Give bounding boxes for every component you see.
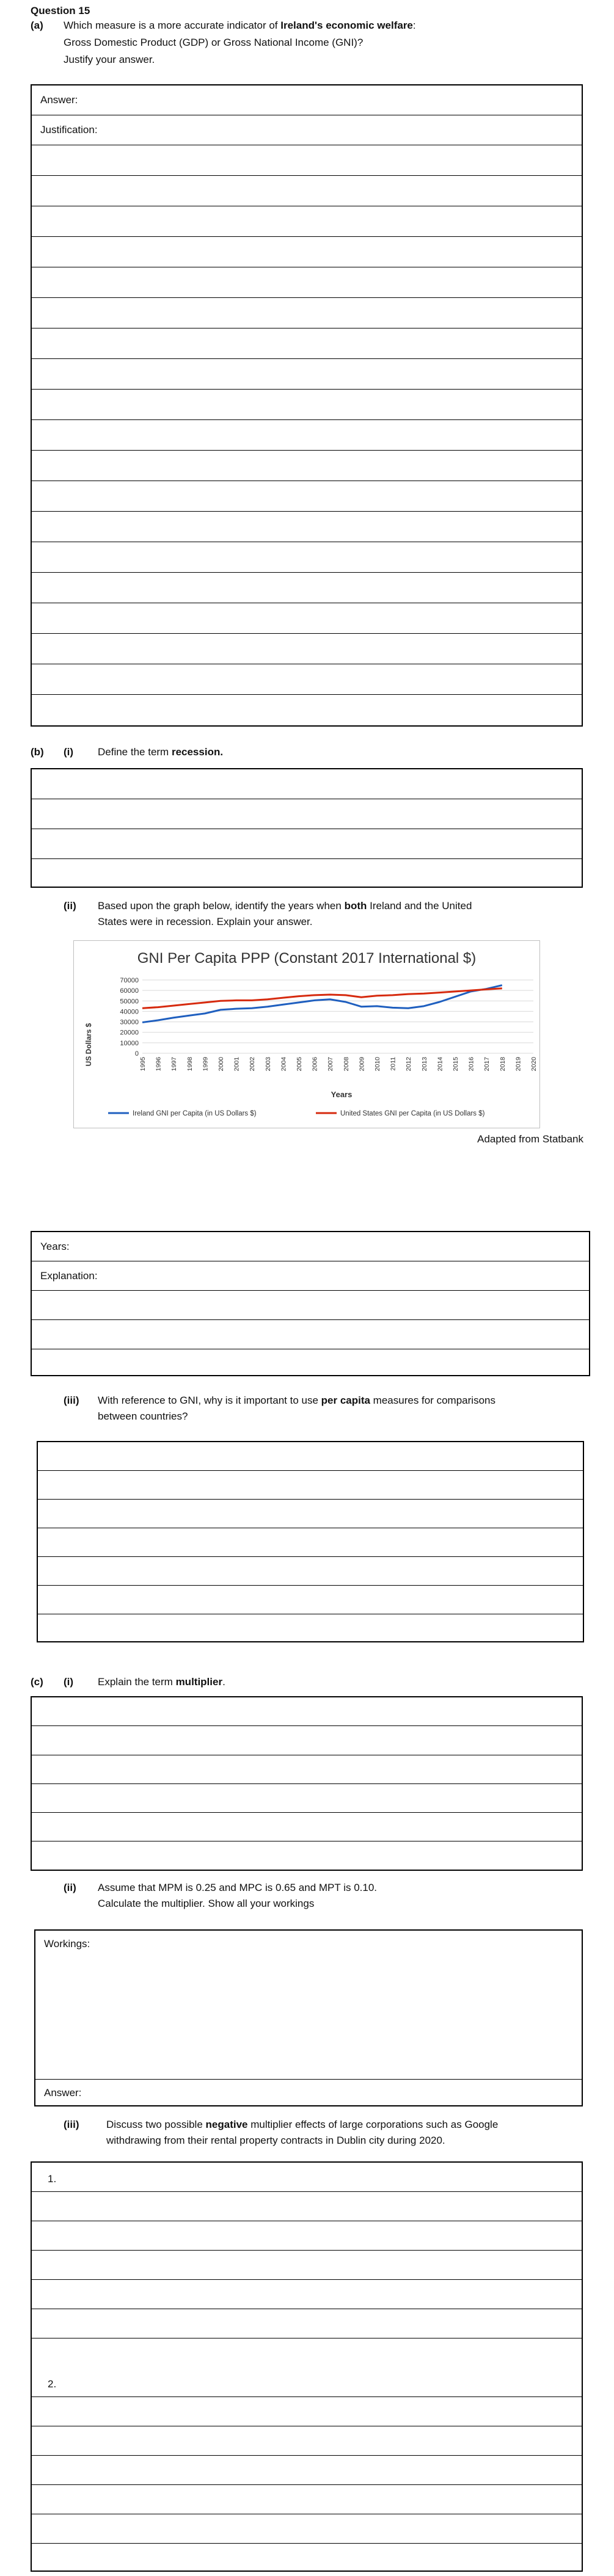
answer-line[interactable] — [32, 1726, 582, 1755]
answer-line[interactable] — [32, 2309, 582, 2338]
answer-line[interactable] — [32, 2280, 582, 2309]
part-b-iii-question-line2: between countries? — [98, 1410, 188, 1422]
part-a-answer-row[interactable] — [32, 85, 582, 115]
chart-x-tick-label: 1996 — [155, 1057, 163, 1072]
chart-x-tick-label: 2015 — [452, 1057, 459, 1072]
chart-x-tick-label: 1999 — [202, 1057, 210, 1072]
answer-line[interactable] — [32, 2192, 582, 2221]
chart-x-tick-label: 1998 — [186, 1057, 194, 1072]
part-b-iii-answer-box[interactable] — [37, 1441, 584, 1642]
answer-line[interactable] — [38, 1471, 583, 1500]
chart-x-tick-label: 2005 — [296, 1057, 303, 1072]
answer-line[interactable] — [32, 298, 582, 328]
answer-label: Answer: — [44, 2087, 82, 2099]
part-b-label: (b) — [31, 746, 44, 758]
answer-line[interactable] — [32, 1349, 589, 1376]
answer-line[interactable] — [32, 512, 582, 542]
chart-y-tick-label: 70000 — [120, 977, 139, 984]
part-c-i-question — [98, 1676, 225, 1688]
chart-x-tick-label: 2007 — [327, 1057, 335, 1072]
part-b-iii-label: (iii) — [64, 1395, 79, 1406]
chart-y-tick-label: 40000 — [120, 1008, 139, 1016]
answer-line[interactable] — [32, 1291, 589, 1320]
answer-line[interactable] — [32, 2544, 582, 2573]
answer-line[interactable] — [32, 799, 582, 829]
answer-line[interactable] — [32, 451, 582, 481]
part-a-question-line3: Justify your answer. — [64, 54, 155, 65]
answer-line[interactable] — [32, 1784, 582, 1813]
item-2-row[interactable] — [32, 2368, 582, 2397]
chart-y-tick-label: 20000 — [120, 1029, 139, 1037]
part-c-iii-answer-box[interactable] — [31, 2161, 583, 2572]
chart-x-tick-label: 2020 — [530, 1057, 538, 1072]
chart-source: Adapted from Statbank — [477, 1133, 583, 1145]
chart-x-tick-label: 2013 — [420, 1057, 428, 1072]
part-a-question-line1 — [64, 20, 416, 32]
chart-x-tick-label: 2018 — [499, 1057, 506, 1072]
part-c-i-pre: Explain the term — [98, 1676, 176, 1688]
answer-line[interactable] — [38, 1442, 583, 1471]
item-2-label: 2. — [48, 2378, 57, 2390]
part-b-ii-bold: both — [344, 900, 367, 912]
answer-line[interactable] — [32, 267, 582, 298]
part-b-i-bold: recession. — [171, 746, 224, 758]
answer-line[interactable] — [32, 1842, 582, 1871]
part-a-answer-box[interactable] — [31, 84, 583, 727]
answer-line[interactable] — [32, 859, 582, 888]
answer-line[interactable] — [32, 237, 582, 267]
part-b-ii-pre: Based upon the graph below, identify the years when — [98, 900, 345, 912]
answer-line[interactable] — [32, 2485, 582, 2514]
chart-x-tick-label: 2000 — [217, 1057, 225, 1072]
chart-x-tick-label: 2002 — [249, 1057, 257, 1072]
answer-line[interactable] — [32, 390, 582, 420]
chart-y-tick-label: 0 — [134, 1050, 139, 1058]
chart-x-tick-label: 2004 — [280, 1057, 288, 1072]
part-c-label: (c) — [31, 1676, 43, 1688]
chart-x-tick-label: 2019 — [514, 1057, 522, 1072]
chart-x-tick-label: 2011 — [389, 1057, 397, 1071]
part-b-i-pre: Define the term — [98, 746, 172, 758]
chart-x-tick-label: 2003 — [264, 1057, 272, 1072]
answer-line[interactable] — [32, 2397, 582, 2426]
part-a-question-line2: Gross Domestic Product (GDP) or Gross National Income (GNI)? — [64, 37, 364, 48]
answer-line[interactable] — [38, 1614, 583, 1643]
part-b-i-answer-box[interactable] — [31, 768, 583, 888]
answer-line[interactable] — [32, 1697, 582, 1726]
part-c-iii-question-line2: withdrawing from their rental property contracts in Dublin city during 2020. — [106, 2135, 445, 2146]
item-1-row[interactable] — [32, 2163, 582, 2192]
answer-line[interactable] — [32, 573, 582, 603]
chart-x-tick-label: 2006 — [311, 1057, 319, 1072]
answer-line[interactable] — [32, 328, 582, 359]
part-c-i-answer-box[interactable] — [31, 1696, 583, 1871]
chart-x-tick-label: 2012 — [405, 1057, 413, 1072]
part-b-i-label: (i) — [64, 746, 74, 758]
part-b-ii-post: Ireland and the United — [367, 900, 472, 912]
answer-line[interactable] — [32, 769, 582, 799]
part-c-iii-label: (iii) — [64, 2119, 79, 2130]
answer-line[interactable] — [32, 145, 582, 176]
part-a-line1-pre: Which measure is a more accurate indicator of — [64, 20, 281, 31]
years-row[interactable] — [32, 1232, 589, 1261]
part-c-ii-question-line2: Calculate the multiplier. Show all your workings — [98, 1898, 315, 1909]
part-a-line1-post: : — [412, 20, 416, 31]
answer-line[interactable] — [32, 2251, 582, 2280]
legend-label: United States GNI per Capita (in US Dollars $) — [340, 1110, 485, 1117]
answer-line[interactable] — [32, 481, 582, 512]
part-b-iii-question-line1 — [98, 1395, 495, 1407]
part-b-ii-question-line2: States were in recession. Explain your answer. — [98, 916, 313, 927]
answer-line[interactable] — [32, 542, 582, 573]
answer-line[interactable] — [32, 359, 582, 390]
years-label: Years: — [40, 1241, 70, 1252]
part-b-ii-label: (ii) — [64, 900, 76, 912]
part-c-iii-bold: negative — [205, 2119, 248, 2130]
part-c-i-bold: multiplier — [175, 1676, 223, 1688]
chart-y-axis-label: US Dollars $ — [84, 1023, 93, 1067]
chart-title: GNI Per Capita PPP (Constant 2017 International $) — [137, 950, 477, 967]
part-b-ii-question-line1 — [98, 900, 472, 912]
part-a-justification-row[interactable] — [32, 115, 582, 145]
chart-x-tick-label: 2010 — [374, 1057, 381, 1072]
workings-area[interactable] — [35, 1931, 582, 2080]
explanation-label: Explanation: — [40, 1270, 98, 1282]
answer-label: Answer: — [40, 94, 78, 106]
answer-line[interactable] — [32, 2338, 582, 2368]
chart-y-tick-label: 10000 — [120, 1039, 139, 1047]
part-c-iii-question-line1 — [106, 2119, 498, 2131]
chart-x-tick-label: 2008 — [342, 1057, 350, 1072]
item-1-label: 1. — [48, 2173, 57, 2185]
question-title: Question 15 — [31, 5, 90, 16]
answer-row[interactable] — [35, 2080, 582, 2106]
chart-x-tick-label: 2017 — [483, 1057, 491, 1072]
part-c-i-label: (i) — [64, 1676, 74, 1688]
answer-line[interactable] — [32, 664, 582, 695]
answer-line[interactable] — [32, 206, 582, 237]
part-c-ii-question-line1: Assume that MPM is 0.25 and MPC is 0.65 and MPT is 0.10. — [98, 1882, 377, 1893]
answer-line[interactable] — [32, 176, 582, 206]
part-c-iii-pre: Discuss two possible — [106, 2119, 206, 2130]
part-b-ii-answer-box[interactable] — [31, 1231, 590, 1376]
part-c-ii-workings-box[interactable] — [34, 1929, 583, 2106]
part-a-label: (a) — [31, 20, 43, 31]
chart-x-tick-label: 2001 — [233, 1057, 241, 1072]
answer-line[interactable] — [32, 695, 582, 725]
answer-line[interactable] — [32, 1813, 582, 1841]
chart-y-tick-label: 50000 — [120, 998, 139, 1006]
workings-label: Workings: — [44, 1938, 90, 1950]
answer-line[interactable] — [38, 1557, 583, 1586]
answer-line[interactable] — [32, 2456, 582, 2485]
chart-x-tick-label: 1997 — [170, 1057, 178, 1072]
part-b-iii-bold: per capita — [321, 1395, 370, 1406]
part-b-iii-post: measures for comparisons — [370, 1395, 495, 1406]
answer-line[interactable] — [32, 829, 582, 859]
answer-line[interactable] — [38, 1586, 583, 1614]
part-b-i-question — [98, 746, 223, 758]
legend-label: Ireland GNI per Capita (in US Dollars $) — [133, 1110, 257, 1117]
answer-line[interactable] — [32, 1320, 589, 1349]
part-b-iii-pre: With reference to GNI, why is it important to use — [98, 1395, 321, 1406]
answer-line[interactable] — [38, 1500, 583, 1528]
chart-x-tick-label: 1995 — [139, 1057, 147, 1072]
answer-line[interactable] — [38, 1528, 583, 1557]
gni-line-chart — [74, 941, 539, 1128]
chart-x-tick-label: 2009 — [358, 1057, 366, 1072]
answer-line[interactable] — [32, 2221, 582, 2251]
part-c-ii-label: (ii) — [64, 1882, 76, 1893]
explanation-row[interactable] — [32, 1261, 589, 1291]
part-c-iii-post: multiplier effects of large corporations such as Google — [247, 2119, 499, 2130]
chart-x-axis-label: Years — [331, 1090, 353, 1099]
chart-x-tick-label: 2016 — [467, 1057, 475, 1072]
answer-line[interactable] — [32, 420, 582, 451]
answer-line[interactable] — [32, 2426, 582, 2456]
answer-line[interactable] — [32, 634, 582, 664]
part-a-line1-bold: Ireland's economic welfare — [280, 20, 413, 31]
chart-y-tick-label: 60000 — [120, 987, 139, 995]
justification-label: Justification: — [40, 124, 98, 136]
chart-x-tick-label: 2014 — [436, 1057, 444, 1072]
part-c-i-post: . — [222, 1676, 225, 1688]
answer-line[interactable] — [32, 603, 582, 634]
chart-y-tick-label: 30000 — [120, 1018, 139, 1026]
answer-line[interactable] — [32, 2514, 582, 2544]
answer-line[interactable] — [32, 1755, 582, 1784]
gni-chart — [73, 940, 540, 1128]
